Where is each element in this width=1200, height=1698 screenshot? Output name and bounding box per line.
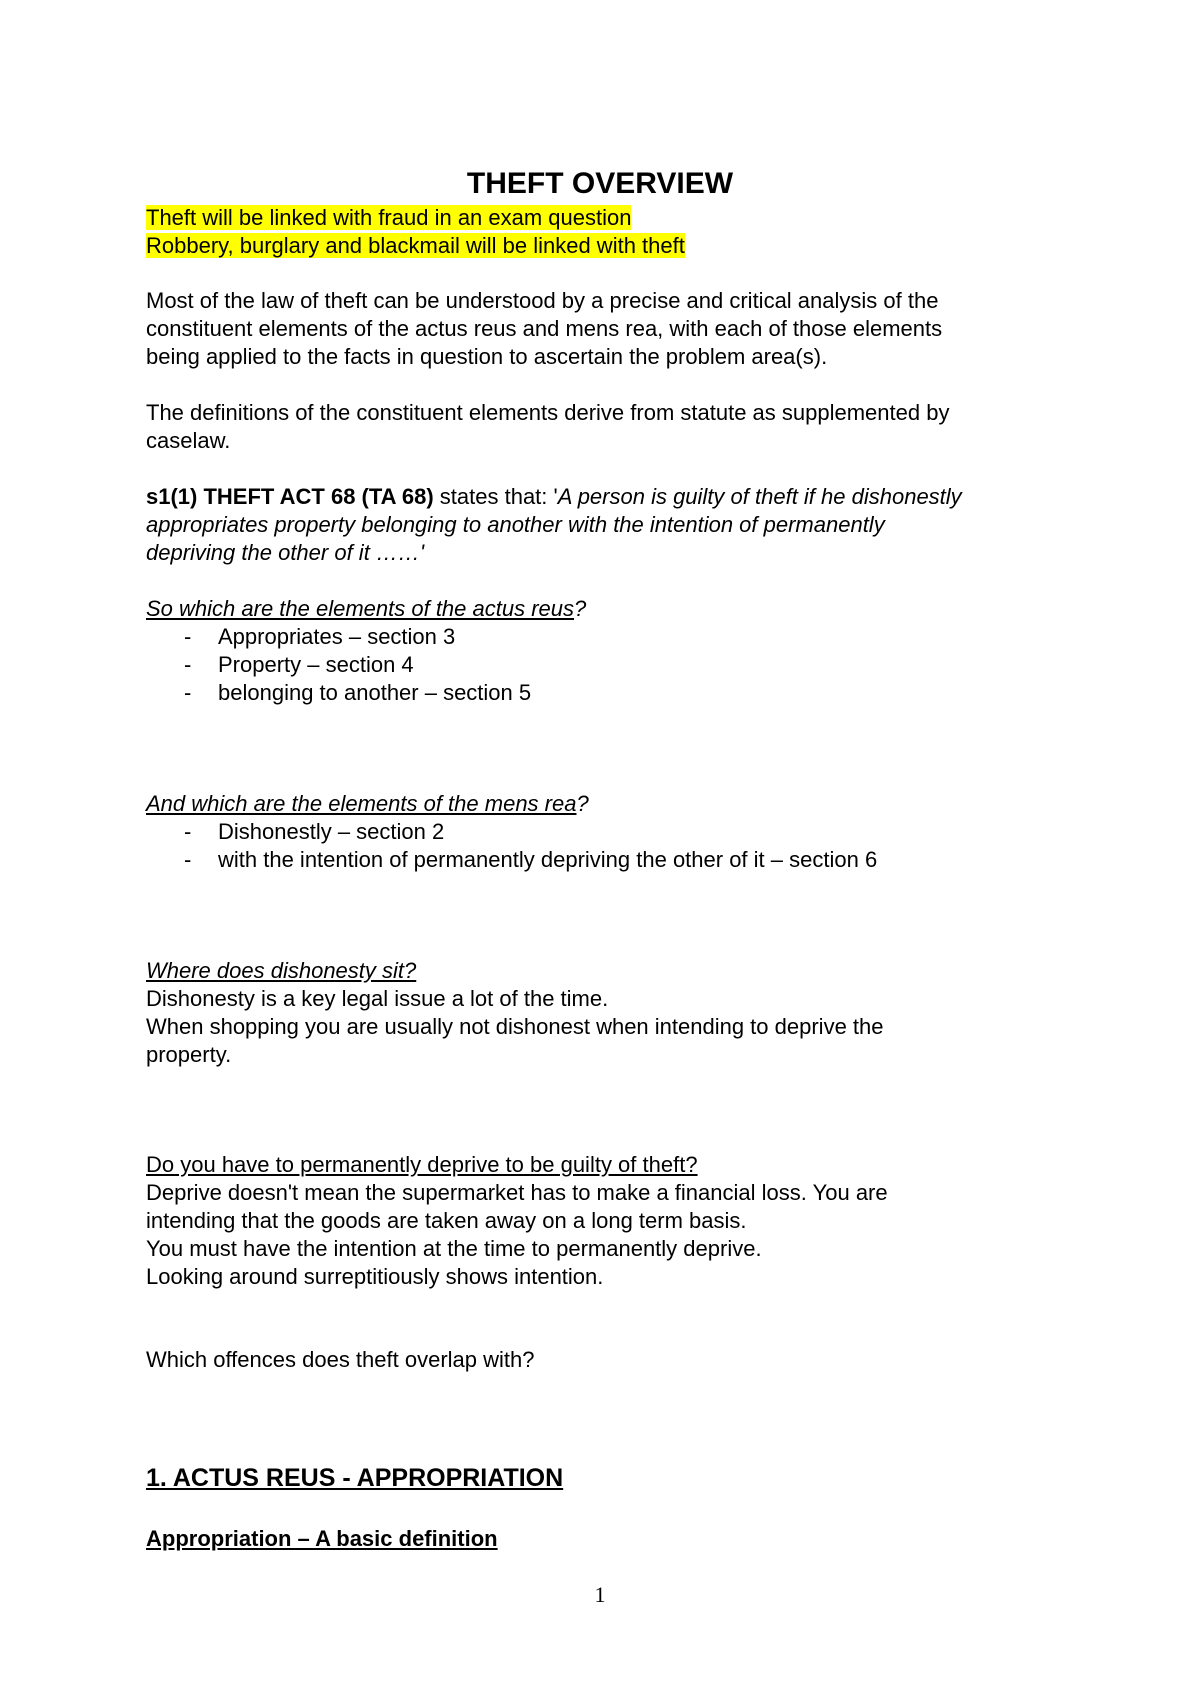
highlight-line-1: Theft will be linked with fraud in an exam question xyxy=(146,205,632,230)
definitions-line: caselaw. xyxy=(146,428,231,453)
mens-rea-question: And which are the elements of the mens rea xyxy=(146,791,577,816)
highlight-line-2: Robbery, burglary and blackmail will be linked with theft xyxy=(146,233,685,258)
statute-quote: appropriates property belonging to another with the intention of permanently xyxy=(146,512,885,537)
highlighted-notes xyxy=(146,204,1140,260)
intro-line: Most of the law of theft can be understood by a precise and critical analysis of the xyxy=(146,288,939,313)
intro-line: constituent elements of the actus reus and mens rea, with each of those elements xyxy=(146,316,943,341)
subheading: Appropriation – A basic definition xyxy=(146,1526,498,1551)
list-item: - Dishonestly – section 2 xyxy=(184,819,445,844)
dishonesty-line: Dishonesty is a key legal issue a lot of the time. xyxy=(146,986,609,1011)
statute-paragraph xyxy=(146,483,1140,567)
deprive-line: intending that the goods are taken away on a long term basis. xyxy=(146,1208,747,1233)
intro-line: being applied to the facts in question to ascertain the problem area(s). xyxy=(146,344,828,369)
page-title: THEFT OVERVIEW xyxy=(466,167,734,200)
section-heading: 1. ACTUS REUS - APPROPRIATION xyxy=(146,1464,564,1492)
deprive-line: You must have the intention at the time to permanently deprive. xyxy=(146,1236,762,1261)
overlap-question: Which offences does theft overlap with? xyxy=(146,1347,535,1372)
actus-reus-section: So which are the elements of the actus reus? - Appropriates – section 3 - Property – section 4 - belonging to another – section 5 xyxy=(146,595,1140,707)
dishonesty-heading: Where does dishonesty sit? xyxy=(146,958,417,983)
actus-reus-question: So which are the elements of the actus reus xyxy=(146,596,575,621)
deprive-heading: Do you have to permanently deprive to be guilty of theft? xyxy=(146,1152,698,1177)
statute-intro-text: states that: ' xyxy=(433,484,558,509)
statute-quote: A person is guilty of theft if he dishonestly xyxy=(557,484,962,509)
page-number: 1 xyxy=(594,1582,606,1607)
deprive-line: Looking around surreptitiously shows intention. xyxy=(146,1264,604,1289)
list-item: - belonging to another – section 5 xyxy=(184,680,532,705)
deprive-section xyxy=(146,1151,1140,1291)
statute-reference: s1(1) THEFT ACT 68 (TA 68) xyxy=(146,484,434,509)
dishonesty-line: property. xyxy=(146,1042,232,1067)
dishonesty-line: When shopping you are usually not dishonest when intending to deprive the xyxy=(146,1014,884,1039)
intro-paragraph xyxy=(146,287,1140,371)
list-item: - with the intention of permanently depriving the other of it – section 6 xyxy=(184,847,878,872)
dishonesty-section xyxy=(146,957,1140,1069)
list-item: - Appropriates – section 3 xyxy=(184,624,456,649)
definitions-paragraph xyxy=(146,399,1140,455)
deprive-line: Deprive doesn't mean the supermarket has to make a financial loss. You are xyxy=(146,1180,888,1205)
definitions-line: The definitions of the constituent elements derive from statute as supplemented by xyxy=(146,400,950,425)
mens-rea-section: And which are the elements of the mens rea? - Dishonestly – section 2 - with the intention of permanently depriving the other of it – section 6 xyxy=(146,790,1140,874)
statute-quote: depriving the other of it ……' xyxy=(146,540,425,565)
list-item: - Property – section 4 xyxy=(184,652,414,677)
